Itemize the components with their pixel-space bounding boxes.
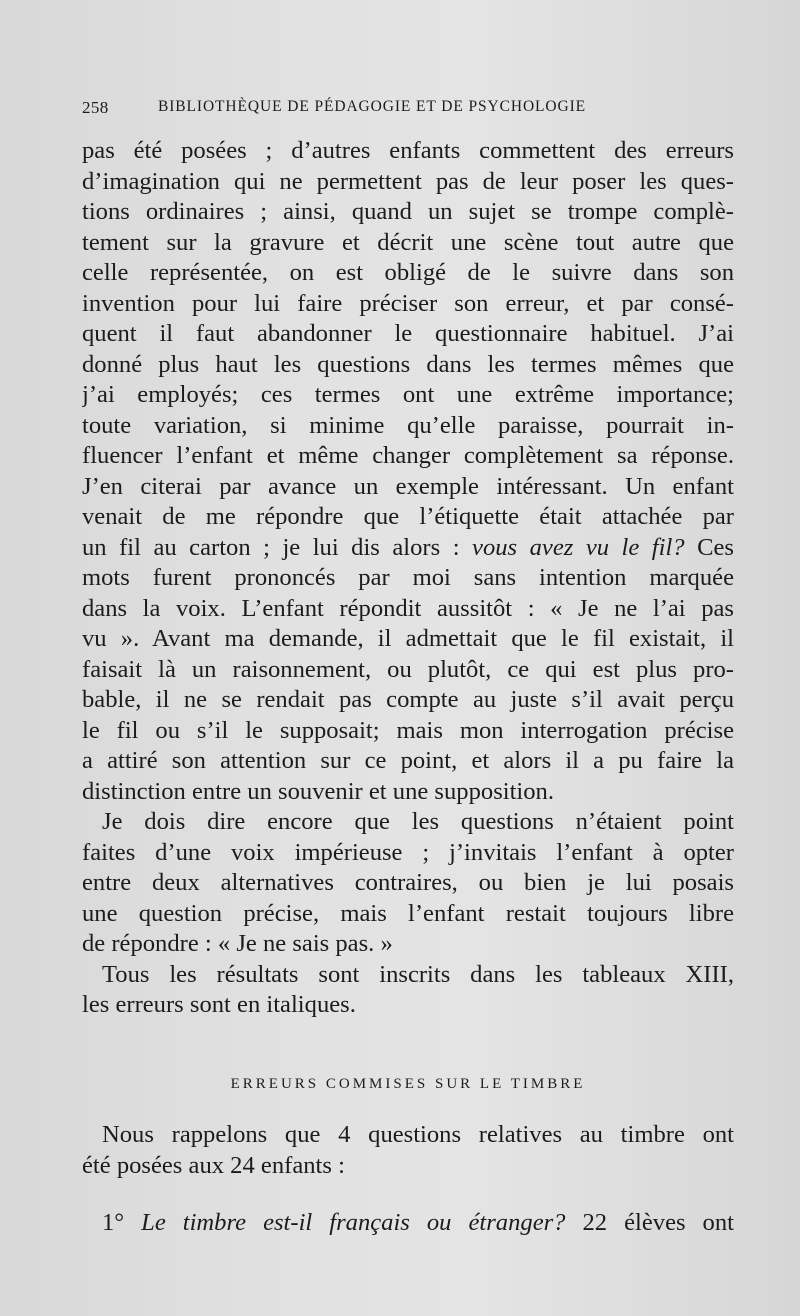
text-line: fluencer l’enfant et même changer complètement sa réponse.: [82, 442, 734, 469]
text-line: J’en citerai par avance un exemple intéressant. Un enfant: [82, 472, 734, 500]
text-line: de répondre : « Je ne sais pas. »: [82, 930, 393, 957]
numbered-item: [82, 1208, 734, 1239]
page-number: 258: [82, 98, 109, 117]
text-line: distinction entre un souvenir et une supposition.: [82, 777, 555, 805]
text-line: quent il faut abandonner le questionnaire habituel. J’ai: [82, 320, 734, 347]
text-line: vu ». Avant ma demande, il admettait que le fil existait, il: [82, 625, 734, 652]
text-line: une question précise, mais l’enfant restait toujours libre: [82, 899, 734, 927]
item-number: 1°: [102, 1209, 125, 1236]
text-line: pas été posées ; d’autres enfants commettent des erreurs: [82, 137, 734, 164]
text-line: Nous rappelons que 4 questions relatives au timbre ont: [102, 1121, 734, 1148]
text-segment: 22 élèves ont: [582, 1209, 734, 1236]
item-question: Le timbre est-il français ou étranger?: [141, 1209, 566, 1236]
running-head-title: BIBLIOTHÈQUE DE PÉDAGOGIE ET DE PSYCHOLOGIE: [158, 98, 587, 115]
text-line-with-italic: [82, 533, 734, 564]
text-line: a attiré son attention sur ce point, et alors il a pu faire la: [82, 747, 734, 774]
text-line: bable, il ne se rendait pas compte au juste s’il avait perçu: [82, 686, 734, 713]
text-line: invention pour lui faire préciser son erreur, et par consé-: [82, 289, 734, 317]
text-line: dans la voix. L’enfant répondit aussitôt : « Je ne l’ai pas: [82, 594, 734, 622]
text-line: venait de me répondre que l’étiquette était attachée par: [82, 503, 734, 530]
text-line: faisait là un raisonnement, ou plutôt, ce qui est plus pro-: [82, 655, 734, 683]
text-line: été posées aux 24 enfants :: [82, 1151, 345, 1179]
running-head: [82, 98, 742, 122]
text-line: j’ai employés; ces termes ont une extrême importance;: [82, 381, 734, 408]
text-segment: Ces: [684, 533, 734, 561]
text-line: Tous les résultats sont inscrits dans les tableaux XIII,: [102, 960, 734, 988]
text-line: entre deux alternatives contraires, ou bien je lui posais: [82, 869, 734, 896]
text-line: tement sur la gravure et décrit une scène tout autre que: [82, 228, 734, 256]
text-line: donné plus haut les questions dans les termes mêmes que: [82, 350, 734, 378]
text-line: Je dois dire encore que les questions n’étaient point: [102, 808, 734, 835]
text-line: tions ordinaires ; ainsi, quand un sujet se trompe complè-: [82, 198, 734, 225]
text-line: d’imagination qui ne permettent pas de leur poser les ques-: [82, 167, 734, 195]
text-segment: un fil au carton ; je lui dis alors :: [82, 533, 473, 561]
text-line: toute variation, si minime qu’elle paraisse, pourrait in-: [82, 411, 734, 439]
text-line: le fil ou s’il le supposait; mais mon interrogation précise: [82, 716, 734, 744]
text-line: faites d’une voix impérieuse ; j’invitais l’enfant à opter: [82, 838, 734, 866]
text-line: celle représentée, on est obligé de le suivre dans son: [82, 259, 734, 286]
body-text: [82, 136, 734, 1021]
section-heading: ERREURS COMMISES SUR LE TIMBRE: [230, 1076, 586, 1092]
paragraph-after-heading: [82, 1120, 734, 1181]
text-line: les erreurs sont en italiques.: [82, 991, 356, 1018]
italic-quote: vous avez vu le fil?: [472, 533, 685, 561]
numbered-item-line: [82, 1208, 734, 1239]
text-line: mots furent prononcés par moi sans intention marquée: [82, 564, 734, 591]
